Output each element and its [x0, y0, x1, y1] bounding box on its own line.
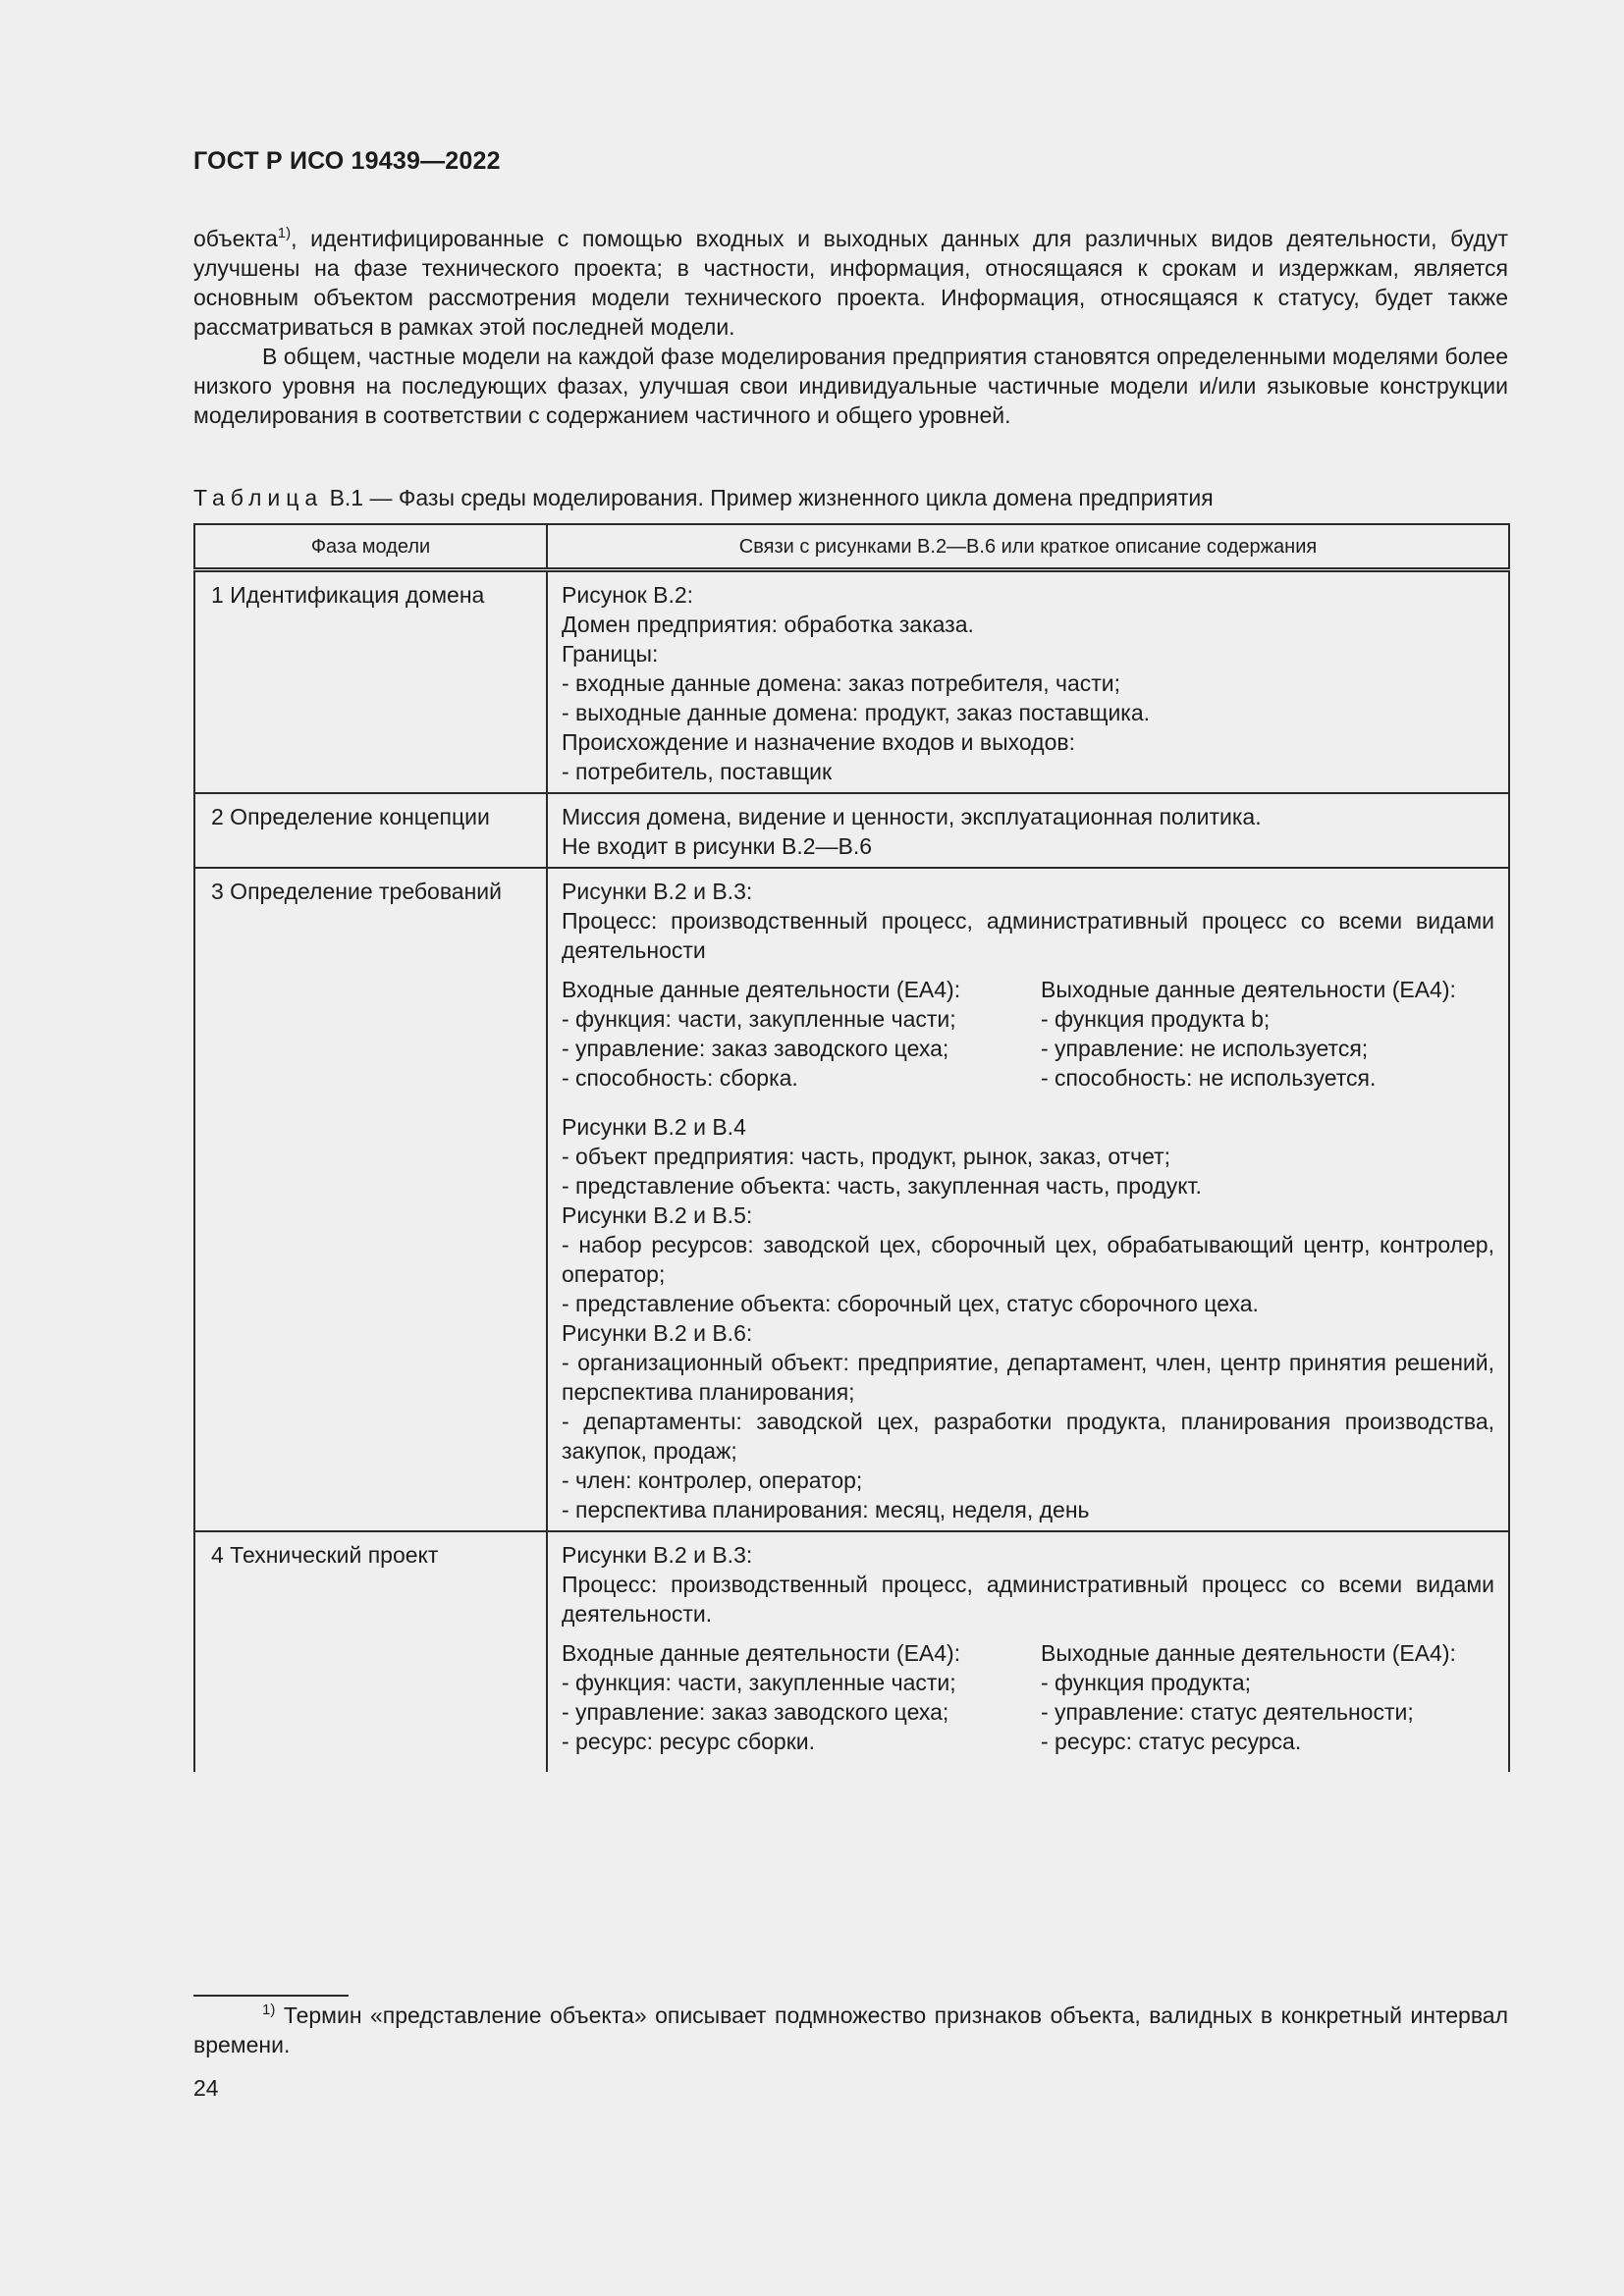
table-caption: [193, 483, 1214, 512]
table-caption-text: В.1 — Фазы среды моделирования. Пример жизненного цикла домена предприятия: [329, 485, 1214, 510]
page-number: 24: [193, 2075, 219, 2101]
table-header-row: [194, 524, 1509, 570]
activity-outputs: Выходные данные деятельности (ЕА4): - функция продукта; - управление: статус деятельности; - ресурс: статус ресурса.: [1041, 1640, 1456, 1754]
table-caption-label: Таблица: [193, 485, 324, 510]
phase-cell: 2 Определение концепции: [194, 793, 547, 868]
column-header-description: Связи с рисунками В.2—В.6 или краткое описание содержания: [547, 524, 1509, 570]
activity-outputs: Выходные данные деятельности (ЕА4): - функция продукта b; - управление: не используется; - способность: не используется.: [1041, 977, 1456, 1091]
table-row: [194, 793, 1509, 868]
phase-cell: 1 Идентификация домена: [194, 570, 547, 794]
description-cell: Рисунок В.2: Домен предприятия: обработка заказа. Границы: - входные данные домена: заказ потребителя, части; - выходные данные домена: продукт, заказ поставщика. Происхождение и назначение входов и выходов: - потребитель, поставщик: [547, 570, 1509, 794]
activity-io-block: [562, 975, 1494, 1093]
intro-paragraph-1: объекта$^{1)}$, идентифицированные с помощью входных и выходных данных для различных видов деятельности, будут улучшены на фазе технического проекта; в частности, информация, относящаяся к срокам и издержкам, является основным объектом рассмотрения модели технического проекта. Информация, относящаяся к статусу, будет также рассматриваться в рамках этой последней модели.: [193, 225, 1508, 340]
table-row: [194, 1531, 1509, 1772]
activity-io-block: [562, 1638, 1494, 1756]
column-header-phase: Фаза модели: [194, 524, 547, 570]
activity-inputs: Входные данные деятельности (ЕА4): - функция: части, закупленные части; - управление: заказ заводского цеха; - ресурс: ресурс сборки.: [562, 1640, 961, 1754]
description-cell: Миссия домена, видение и ценности, эксплуатационная политика. Не входит в рисунки В.2—В.6: [547, 793, 1509, 868]
footnote-divider: [193, 1995, 349, 1997]
table-row: [194, 570, 1509, 794]
intro-text: [193, 224, 1508, 430]
description-cell: Рисунки В.2 и В.3: Процесс: производственный процесс, административный процесс со всеми видами деятельности Входные данные деятельности (ЕА4): - функция: части, закупленные части; - управление: заказ заводского цеха; - способность: сборка. Выходные данные деятельности (ЕА4): - функция продукта b; - управление: не используется; - способность: не используется. Рисунки В.2 и В.4 - объект предприятия: часть, продукт, рынок, заказ, отчет; - представление объекта: часть, закупленная часть, продукт. Рисунки В.2 и В.5: - набор ресурсов: заводской цех, сборочный цех, обрабатывающий центр, контролер, оператор; - представление объекта: сборочный цех, статус сборочного цеха. Рисунки В.2 и В.6: - организационный объект: предприятие, департамент, член, центр принятия решений, перспектива планирования; - департаменты: заводской цех, разработки продукта, планирования производства, закупок, продаж; - член: контролер, оператор; - перспектива планирования: месяц, неделя, день: [547, 868, 1509, 1531]
phases-table: [193, 523, 1510, 1772]
intro-paragraph-2: В общем, частные модели на каждой фазе моделирования предприятия становятся определенными моделями более низкого уровня на последующих фазах, улучшая свои индивидуальные частичные модели и/или языковые конструкции моделирования в соответствии с содержанием частичного и общего уровней.: [193, 344, 1508, 428]
footnote-marker: 1): [262, 2002, 276, 2018]
document-header: ГОСТ Р ИСО 19439—2022: [193, 147, 501, 175]
phase-cell: 3 Определение требований: [194, 868, 547, 1531]
footnote: $^{1)}$ Термин «представление объекта» описывает подмножество признаков объекта, валидных в конкретный интервал времени.: [193, 2002, 1508, 2057]
footnote-ref[interactable]: 1): [277, 225, 292, 241]
description-cell: Рисунки В.2 и В.3: Процесс: производственный процесс, административный процесс со всеми видами деятельности. Входные данные деятельности (ЕА4): - функция: части, закупленные части; - управление: заказ заводского цеха; - ресурс: ресурс сборки. Выходные данные деятельности (ЕА4): - функция продукта; - управление: статус деятельности; - ресурс: статус ресурса.: [547, 1531, 1509, 1772]
activity-inputs: Входные данные деятельности (ЕА4): - функция: части, закупленные части; - управление: заказ заводского цеха; - способность: сборка.: [562, 977, 961, 1091]
table-row: [194, 868, 1509, 1531]
phase-cell: 4 Технический проект: [194, 1531, 547, 1772]
